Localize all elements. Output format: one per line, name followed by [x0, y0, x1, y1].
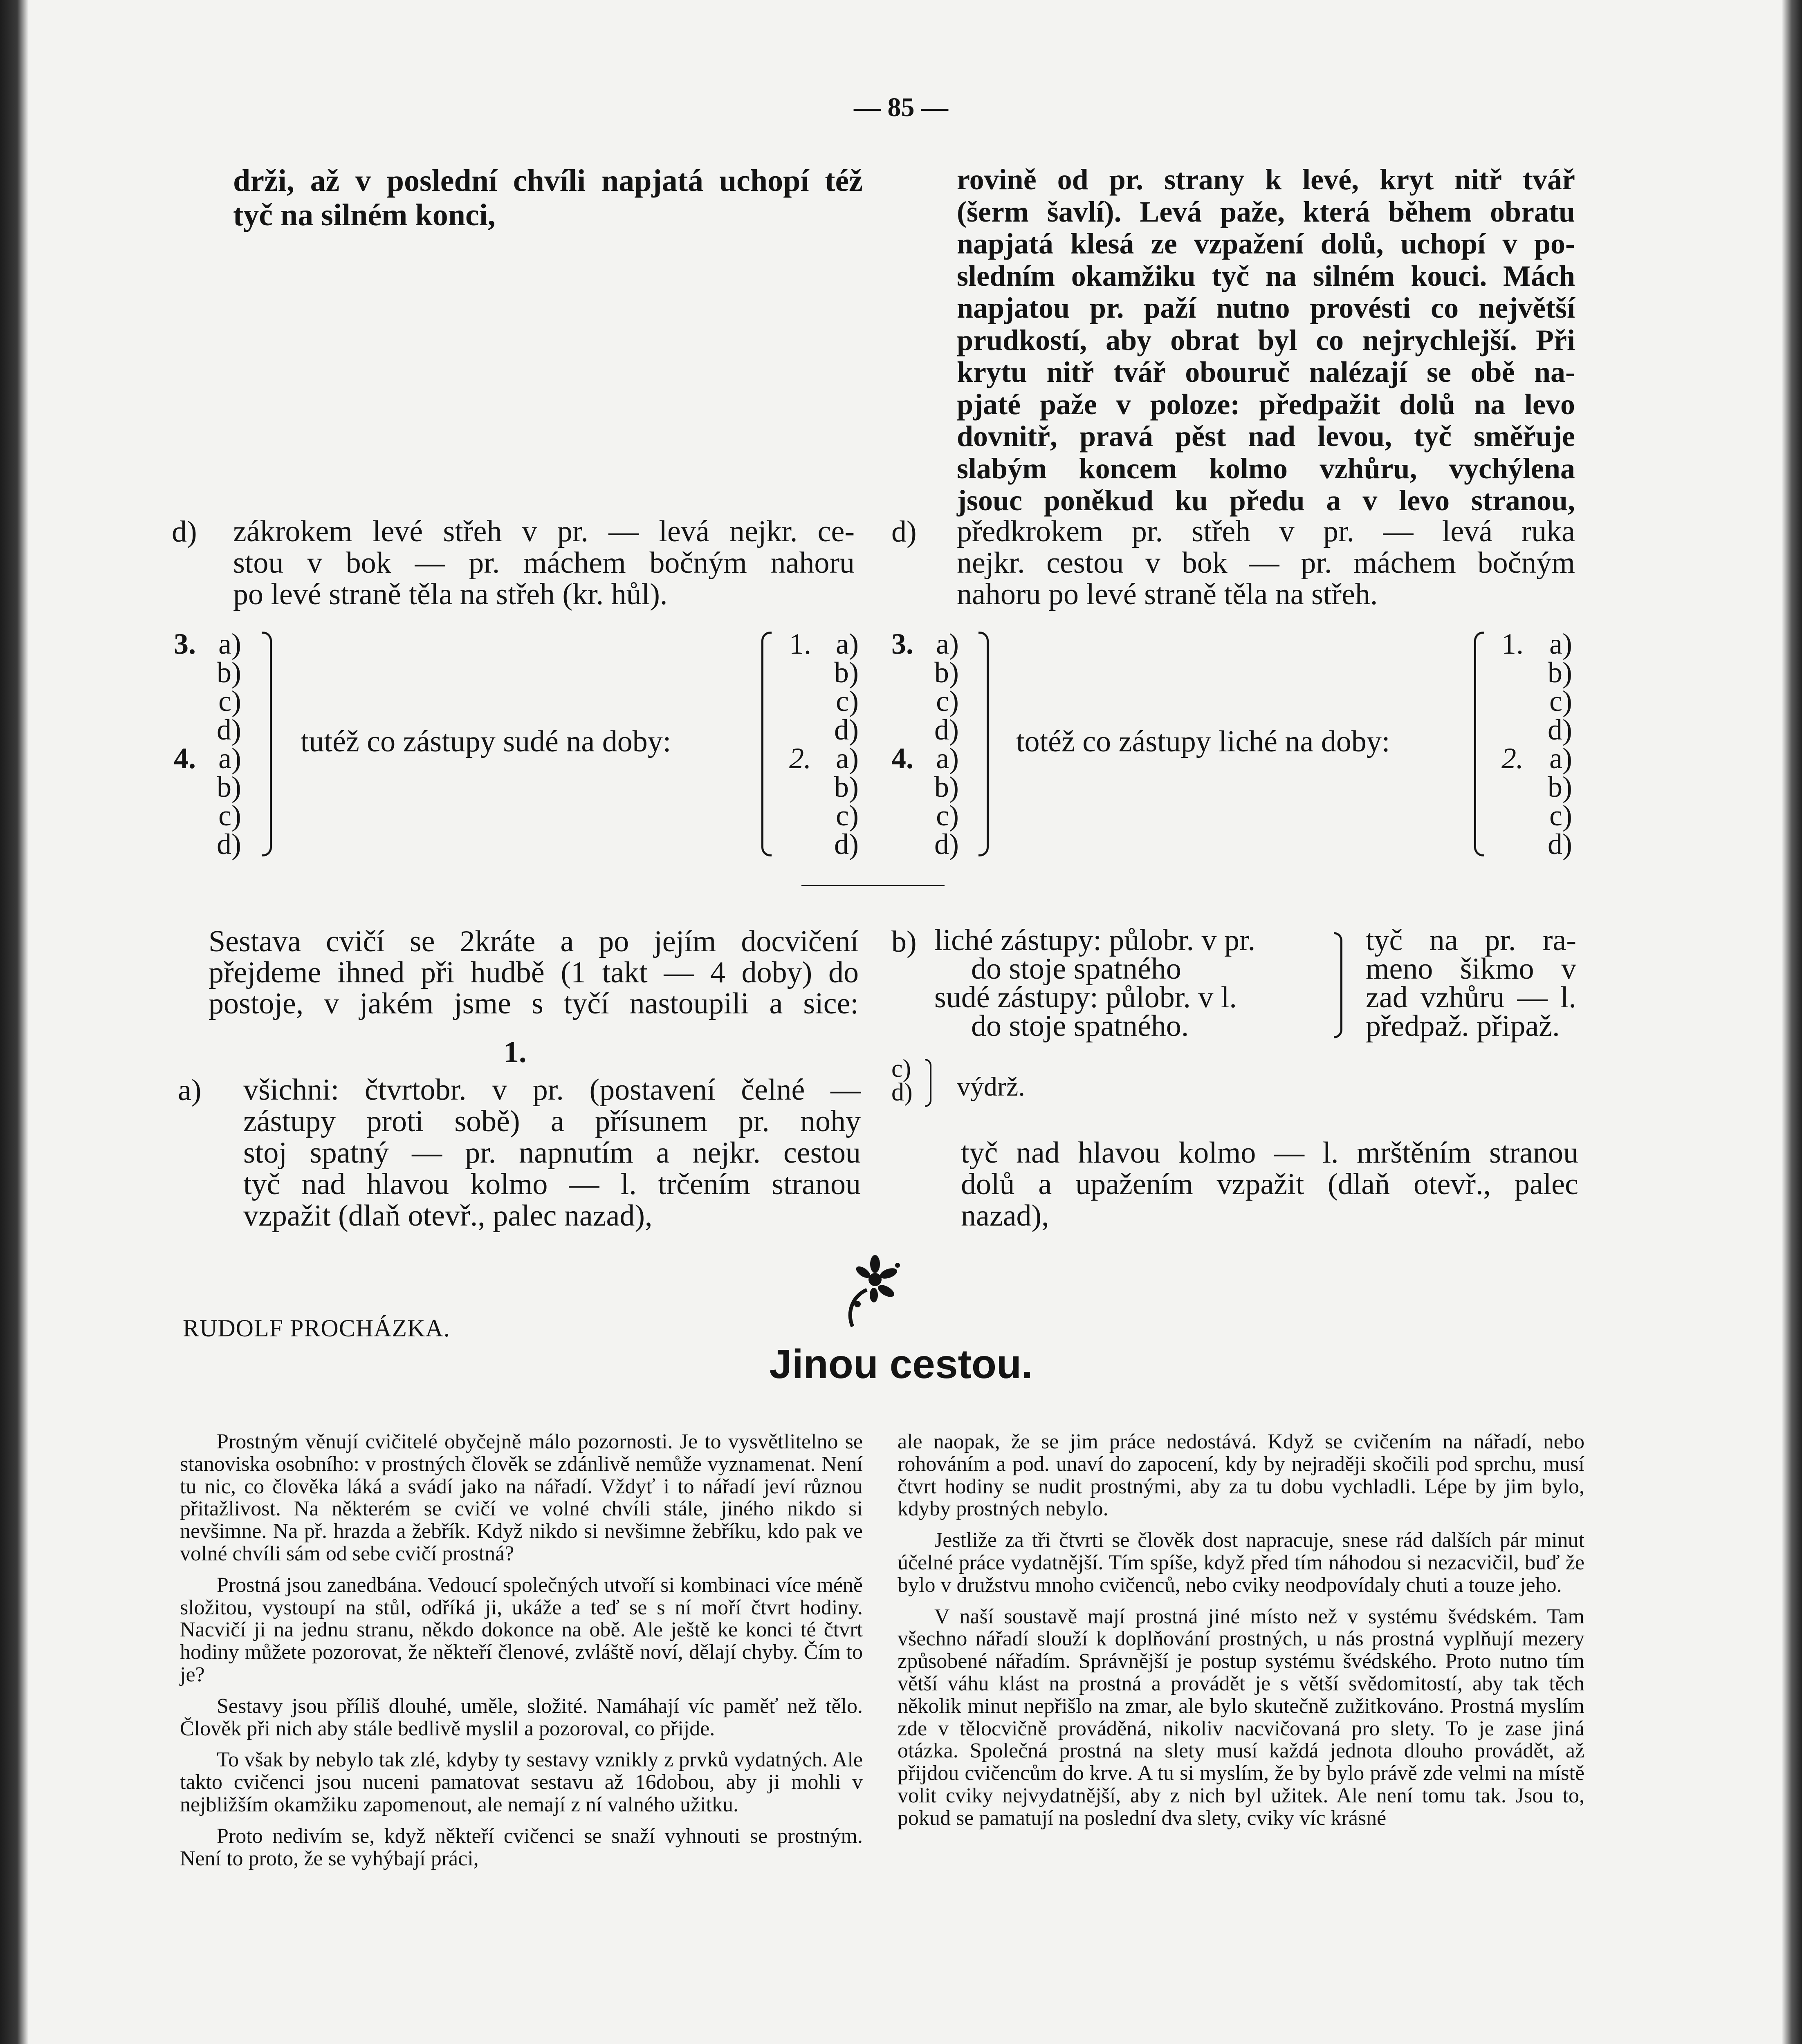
text-line: Sestava cvičí se 2kráte a po jejím docvičení	[209, 925, 859, 958]
paragraph: Jestliže za tři čtvrti se člověk dost napracuje, snese rád dalších pár minut účelné práce vydatnější. Tím spíše, když před tím náhodou si nezacvičil, buď že bylo v družstvu mnoho cvičenců, nebo cviky neodpovídaly chuti a touze jeho.	[898, 1529, 1584, 1597]
letter-item: d)	[217, 713, 241, 746]
letter-item: c)	[218, 799, 241, 832]
letter-item: d)	[934, 828, 959, 861]
text-line: nazad),	[961, 1199, 1049, 1233]
letter-item: b)	[217, 656, 241, 689]
letter-item: d)	[1548, 713, 1572, 746]
item-b-right	[1366, 923, 1576, 1043]
text-line: krytu nitř tvář obouruč nalézají se obě na-	[957, 356, 1575, 388]
row-label: 1.	[1501, 628, 1524, 660]
left-d-label: d)	[172, 515, 197, 549]
letter-column	[196, 628, 241, 861]
letter-item: a)	[218, 742, 241, 775]
letter-item: c)	[836, 799, 859, 832]
item-b-left	[934, 923, 1323, 1043]
text-line: postoje, v jakém jsme s tyčí nastoupili a sice:	[209, 987, 859, 1020]
row-label: 2.	[789, 742, 811, 775]
section-divider	[801, 885, 945, 886]
letter-item: c)	[891, 1055, 911, 1083]
top-left-block	[233, 164, 863, 232]
letter-item: c)	[1549, 685, 1572, 717]
left-d-text	[233, 516, 855, 610]
letter-item: a)	[836, 628, 859, 660]
item-a-label: a)	[178, 1074, 202, 1107]
item-b-label: b)	[891, 925, 917, 959]
text-line: sudé zástupy: půlobr. v l.	[934, 981, 1237, 1014]
letter-item: a)	[218, 628, 241, 660]
text-line: meno šikmo v	[1366, 952, 1576, 986]
text-line: prudkostí, aby obrat byl co nejrychlejší. Při	[957, 323, 1575, 356]
text-line: do stoje spatného	[971, 952, 1181, 986]
article-right-column	[898, 1431, 1584, 1839]
letter-item: a)	[936, 628, 959, 660]
text-line: pjaté paže v poloze: předpažit dolů na levo	[957, 388, 1575, 421]
text-line: napjatou pr. paží nutno provésti co největší	[957, 291, 1575, 324]
letter-column	[1527, 628, 1572, 861]
brace-text: totéž co zástupy liché na doby:	[1016, 725, 1390, 758]
letter-item: d)	[834, 713, 859, 746]
text-line: rovině od pr. strany k levé, kryt nitř tvář	[957, 163, 1575, 196]
scan-left-edge	[0, 0, 29, 2044]
letter-item: c)	[936, 685, 959, 717]
letter-item: b)	[934, 656, 959, 689]
row-label: 3.	[174, 628, 196, 660]
tyc-paragraph	[961, 1137, 1578, 1232]
letter-item: a)	[1549, 742, 1572, 775]
letter-item: d)	[217, 828, 241, 861]
brace-text: tutéž co zástupy sudé na doby:	[301, 725, 671, 758]
text-line: všichni: čtvrtobr. v pr. (postavení čelné —	[243, 1073, 861, 1107]
text-line: sledním okamžiku tyč na silném kouci. Mách	[957, 259, 1575, 292]
scan-right-edge	[1782, 0, 1802, 2044]
text-line: předkrokem pr. střeh v pr. — levá ruka	[957, 515, 1575, 548]
text-line: tyč na pr. ra-	[1366, 923, 1576, 957]
left-brace	[1474, 632, 1484, 856]
text-line: zákrokem levé střeh v pr. — levá nejkr. ce-	[233, 515, 855, 548]
right-d-text	[957, 516, 1575, 610]
left-brace	[761, 632, 772, 856]
letter-column	[814, 628, 859, 861]
text-line: po levé straně těla na střeh (kr. hůl).	[233, 578, 668, 611]
right-brace	[925, 1059, 931, 1107]
text-line: zástupy proti sobě) a přísunem pr. nohy	[243, 1105, 861, 1138]
right-brace	[978, 632, 989, 856]
text-line: vzpažit (dlaň otevř., palec nazad),	[243, 1199, 653, 1233]
row-label: 1.	[789, 628, 811, 660]
row-label: 4.	[174, 742, 196, 775]
item-cd-text: výdrž.	[957, 1072, 1025, 1102]
section-number: 1.	[504, 1035, 527, 1069]
text-line: dovnitř, pravá pěst nad levou, tyč směřuje	[957, 420, 1575, 453]
flower-vignette-icon	[836, 1251, 902, 1329]
letter-column	[914, 628, 959, 861]
letter-item: a)	[936, 742, 959, 775]
text-line: tyč nad hlavou kolmo — l. mrštěním stranou	[961, 1136, 1578, 1170]
text-line: slabým koncem kolmo vzhůru, vychýlena	[957, 452, 1575, 485]
letter-item: a)	[836, 742, 859, 775]
text-line: přejdeme ihned při hudbě (1 takt — 4 doby) do	[209, 956, 859, 989]
paragraph: Proto nedivím se, když někteří cvičenci se snaží vyhnouti se prostným. Není to proto, že se vyhýbají práci,	[180, 1824, 863, 1870]
article-title: Jinou cestou.	[769, 1341, 1033, 1387]
text-line: nejkr. cestou v bok — pr. máchem bočným	[957, 546, 1575, 580]
row-label: 3.	[891, 628, 913, 660]
item-a-text	[243, 1074, 861, 1232]
letter-item: b)	[1548, 656, 1572, 689]
text-line: předpaž. připaž.	[1366, 1009, 1560, 1043]
letter-item: b)	[217, 771, 241, 803]
letter-item: d)	[891, 1078, 913, 1106]
text-line: do stoje spatného.	[971, 1009, 1189, 1043]
paragraph: Prostná jsou zanedbána. Vedoucí společných utvoří si kombinaci více méně složitou, vystoupí na stůl, odříká ji, ukáže a teď se s ní moří čtvrt hodiny. Nacvičí ji na jednu stranu, někdo dokonce na obě. Ale ještě ke konci té čtvrt hodiny můžete pozorovat, že někteří členové, zvláště noví, dělají chyby. Čím to je?	[180, 1573, 863, 1686]
text-line: jsouc poněkud ku předu a v levo stranou,	[957, 484, 1575, 517]
text-line: stou v bok — pr. máchem bočným nahoru	[233, 546, 855, 580]
letter-item: c)	[836, 685, 859, 717]
page-number: — 85 —	[854, 92, 948, 122]
letter-item: d)	[1548, 828, 1572, 861]
letter-item: b)	[1548, 771, 1572, 803]
item-cd-labels	[891, 1057, 920, 1104]
paragraph: Prostným věnují cvičitelé obyčejně málo pozornosti. Je to vysvětlitelno se stanoviska osobního: v prostných člověk se zdánlivě nemůže vyznamenat. Není tu nic, co člověka láká a svádí jako na nářadí. Vždyť i to nářadí jeví různou přitažlivost. Na některém se cvičí ve volné chvíli stále, jiného nikdo si nevšimne. Na př. hrazda a žebřík. Když nikdo si nevšimne žebříku, kdo pak ve volné chvíli sám od sebe cvičí prostná?	[180, 1430, 863, 1565]
right-brace	[262, 632, 272, 856]
text-line: tyč na silném konci,	[233, 198, 496, 232]
row-label: 4.	[891, 742, 913, 775]
paragraph: To však by nebylo tak zlé, kdyby ty sestavy vznikly z prvků vydatných. Ale takto cvičenci jsou nuceni pamatovat sestavu až 16dobou, aby ji mohli v nejbližším okamžiku zapomenout, ale nemají z ní valného užitku.	[180, 1748, 863, 1816]
author-name: RUDOLF PROCHÁZKA.	[183, 1315, 450, 1342]
right-brace	[1334, 932, 1342, 1038]
letter-item: c)	[218, 685, 241, 717]
row-label: 2.	[1501, 742, 1524, 775]
letter-item: c)	[936, 799, 959, 832]
text-line: tyč nad hlavou kolmo — l. trčením stranou	[243, 1168, 861, 1201]
right-d-label: d)	[891, 515, 917, 549]
text-line: dolů a upažením vzpažit (dlaň otevř., palec	[961, 1168, 1578, 1201]
paragraph: ale naopak, že se jim práce nedostává. Když se cvičením na nářadí, nebo rohováním a pod. unaví do zapocení, kdy by nejraději skočili pod sprchu, musí čtvrt hodiny se nudit prostnými, aby za tu dobu vychladli. Lépe by jim bylo, kdyby prostných nebylo.	[898, 1430, 1584, 1521]
text-line: drži, až v poslední chvíli napjatá uchopí též	[233, 164, 863, 198]
letter-item: a)	[1549, 628, 1572, 660]
text-line: (šerm šavlí). Levá paže, která během obratu	[957, 195, 1575, 228]
letter-item: c)	[1549, 799, 1572, 832]
letter-item: b)	[834, 771, 859, 803]
text-line: liché zástupy: půlobr. v pr.	[934, 923, 1256, 957]
text-line: napjatá klesá ze vzpažení dolů, uchopí v po-	[957, 227, 1575, 260]
text-line: zad vzhůru — l.	[1366, 981, 1576, 1014]
sestava-paragraph	[209, 926, 859, 1019]
paragraph: Sestavy jsou příliš dlouhé, uměle, složité. Namáhají víc paměť než tělo. Člověk při nich aby stále bedlivě myslil a pozoroval, co přijde.	[180, 1694, 863, 1740]
letter-item: d)	[834, 828, 859, 861]
text-line: nahoru po levé straně těla na střeh.	[957, 578, 1378, 611]
letter-item: d)	[934, 713, 959, 746]
text-line: stoj spatný — pr. napnutím a nejkr. cestou	[243, 1136, 861, 1170]
letter-item: b)	[834, 656, 859, 689]
paragraph: V naší soustavě mají prostná jiné místo než v systému švédském. Tam všechno nářadí slouží k doplňování prostných, u nás prostná vyplňují mezery způsobené nářadím. Správnější je postup systému švédského. Proto nutno tím větší váhu klást na prostná a provádět je s větší svědomitostí, aby tak těch několik minut nepřišlo na zmar, ale bylo skutečně zužitkováno. Prostná myslím zde v tělocvičně prováděná, nikoliv nacvičovaná pro slety. To je zase jiná otázka. Společná prostná na slety musí každá jednota dlouho provádět, až přijdou cvičencům do krve. A tu si myslím, že by bylo právě zde velmi na místě volit cviky nejvydatnější, aby z nich byl užitek. Ale není tomu tak. Jsou to, pokud se pamatují na poslední dva slety, cviky víc krásné	[898, 1605, 1584, 1830]
article-left-column	[180, 1431, 863, 1879]
top-right-block	[957, 164, 1575, 517]
letter-item: b)	[934, 771, 959, 803]
